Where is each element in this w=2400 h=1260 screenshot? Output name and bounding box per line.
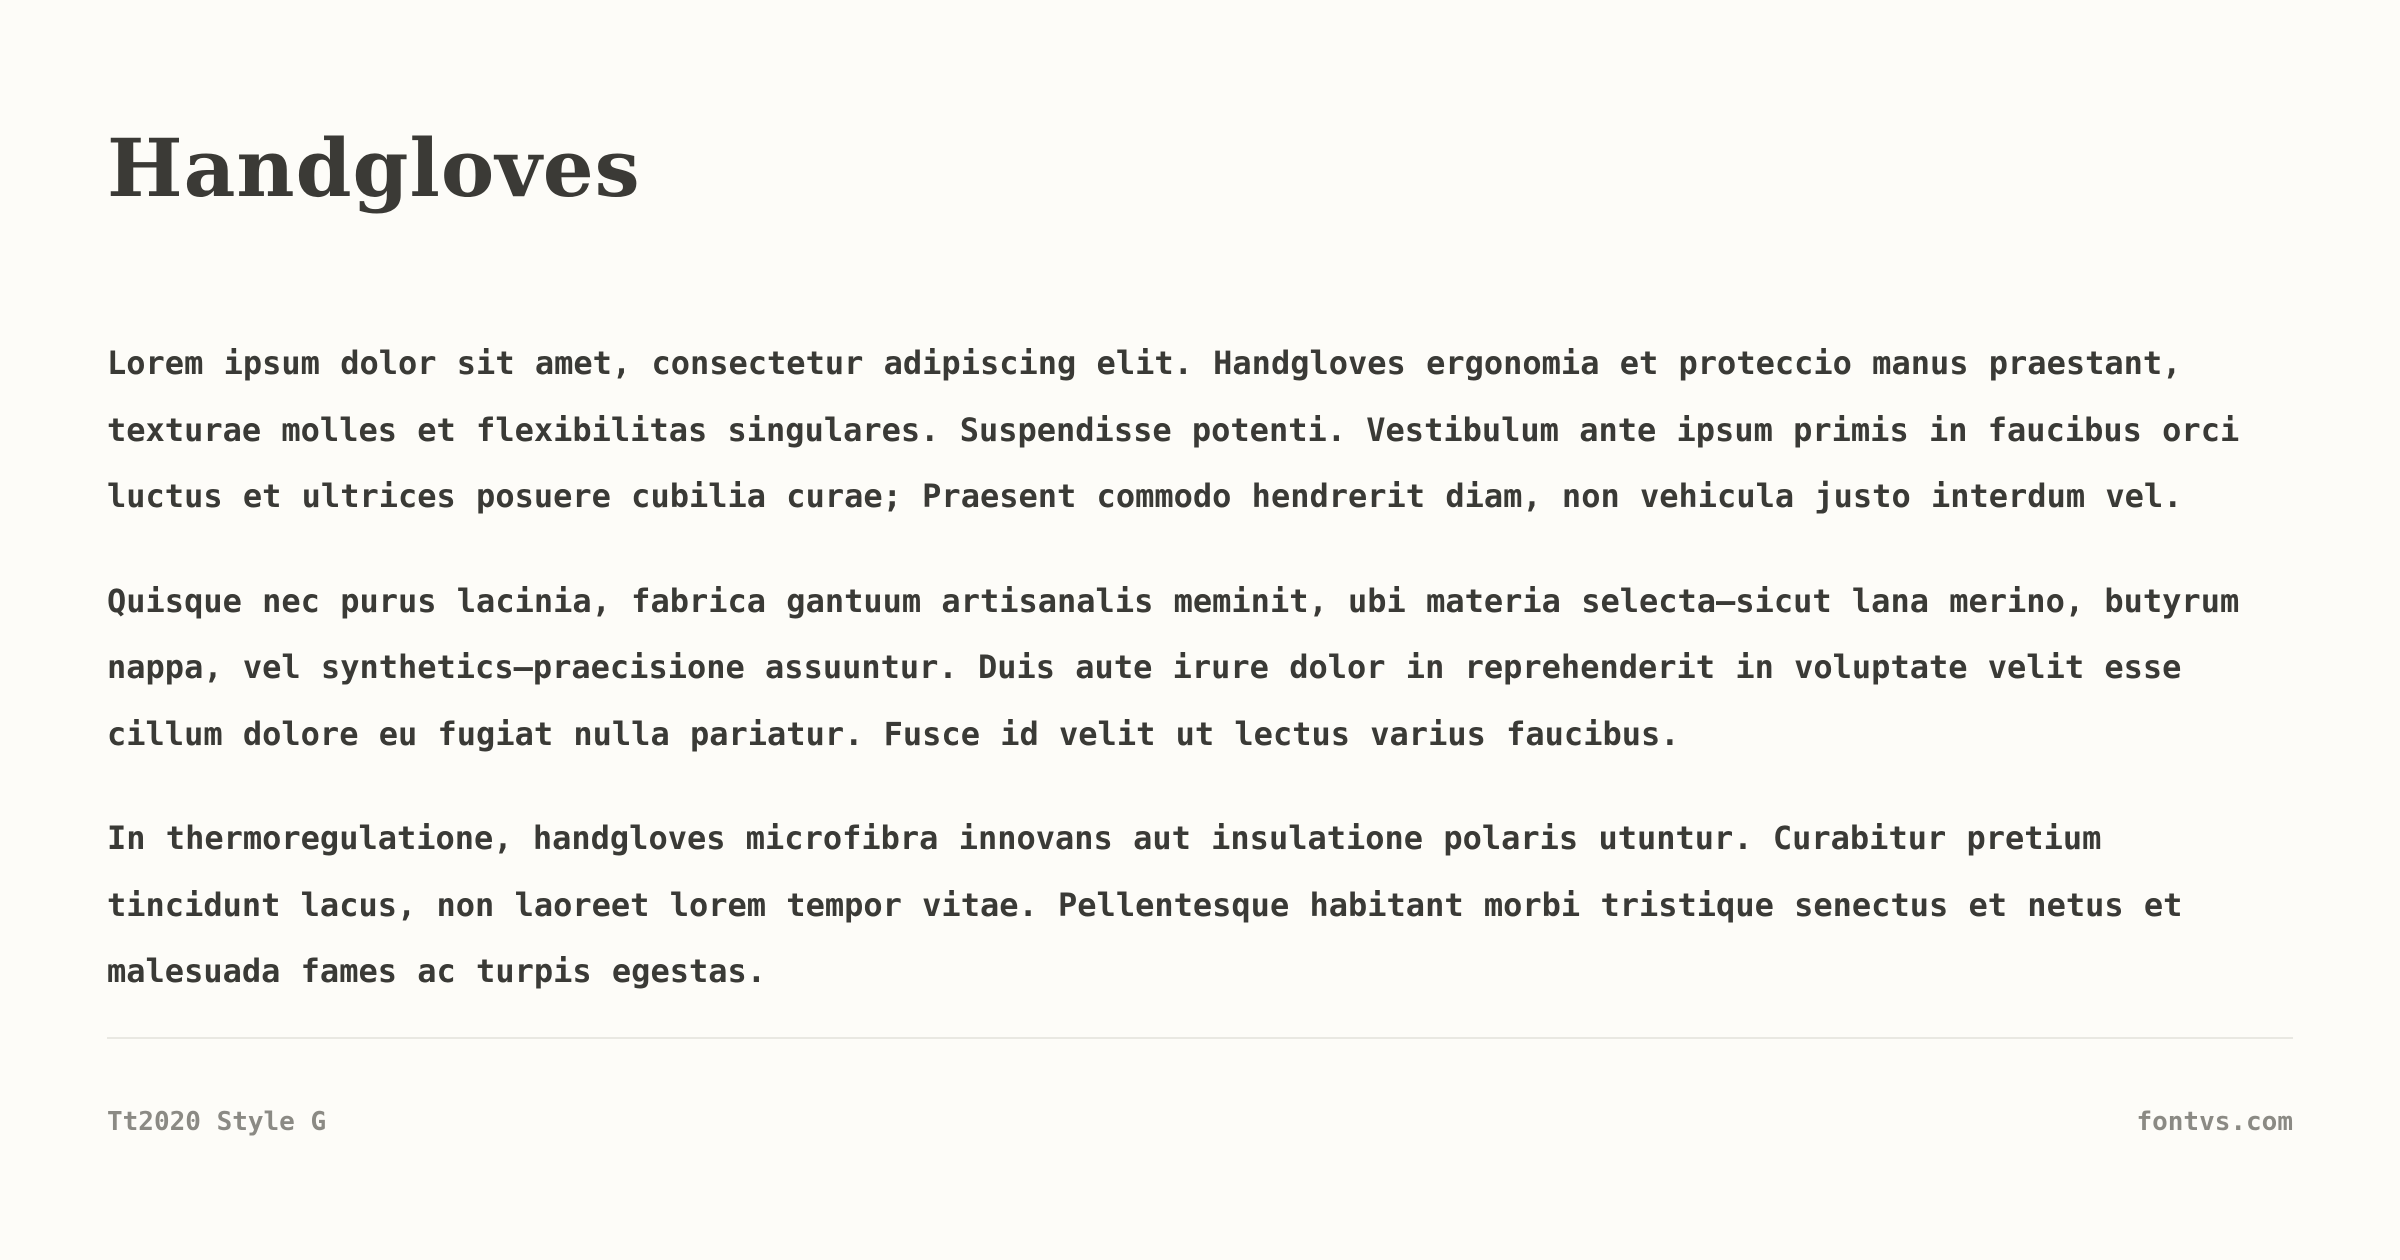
footer-divider xyxy=(107,1037,2293,1039)
sample-text-body xyxy=(107,330,2293,1037)
page-title: Handgloves xyxy=(107,121,641,215)
sample-paragraph-1: Lorem ipsum dolor sit amet, consectetur adipiscing elit. Handgloves ergonomia et proteccio manus praestant, texturae molles et flexibilitas singulares. Suspendisse potenti. Vestibulum ante ipsum primis in faucibus orci luctus et ultrices posuere cubilia curae; Praesent commodo hendrerit diam, non vehicula justo interdum vel. xyxy=(107,344,2240,515)
sample-paragraph-2: Quisque nec purus lacinia, fabrica gantuum artisanalis meminit, ubi materia selecta—sicut lana merino, butyrum nappa, vel synthetics—praecisione assuuntur. Duis aute irure dolor in reprehenderit in voluptate velit esse cillum dolore eu fugiat nulla pariatur. Fusce id velit ut lectus varius faucibus. xyxy=(107,581,2240,753)
font-name-label: Tt2020 Style G xyxy=(107,1107,327,1137)
sample-paragraph-3: In thermoregulatione, handgloves microfibra innovans aut insulatione polaris utuntur. Curabitur pretium tincidunt lacus, non laoreet lorem tempor vitae. Pellentesque habitant morbi tristique senectus et netus et malesuada fames ac turpis egestas. xyxy=(107,819,2183,990)
site-link[interactable]: fontvs.com xyxy=(2136,1107,2293,1137)
